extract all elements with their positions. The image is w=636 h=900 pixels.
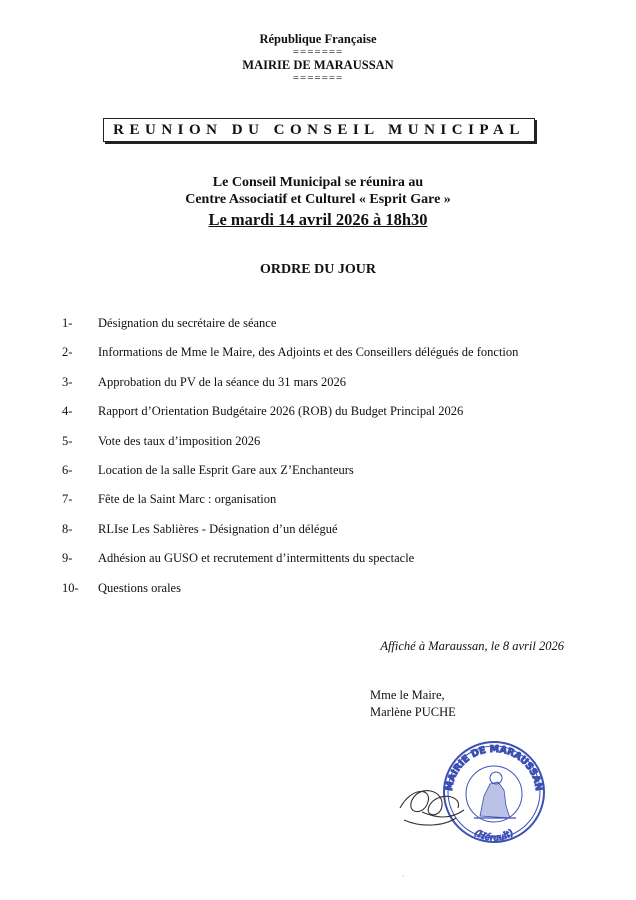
agenda-item xyxy=(0,551,636,580)
header-mairie: MAIRIE DE MARAUSSAN xyxy=(242,58,394,72)
agenda-item xyxy=(0,463,636,492)
agenda-item-text: RLIse Les Sablières - Désignation d’un délégué xyxy=(98,521,338,536)
agenda-item-text: Fête de la Saint Marc : organisation xyxy=(98,492,277,507)
agenda-item-number: 5- xyxy=(62,433,73,448)
agenda-item xyxy=(0,404,636,433)
agenda-item-text: Désignation du secrétaire de séance xyxy=(98,316,277,330)
signatory-role: Mme le Maire, xyxy=(370,688,445,702)
document-title: REUNION DU CONSEIL MUNICIPAL xyxy=(103,118,535,142)
agenda-item-number: 8- xyxy=(62,521,73,536)
official-stamp-and-signature xyxy=(392,736,552,846)
stamp-bottom-text: (Hérault) xyxy=(472,828,516,844)
agenda-item-text: Vote des taux d’imposition 2026 xyxy=(98,433,261,448)
agenda-item-number: 6- xyxy=(62,462,73,477)
agenda-item xyxy=(0,581,636,610)
scan-mark: ´ xyxy=(402,874,405,883)
agenda-item-number: 1- xyxy=(62,316,73,330)
posting-notice: Affiché à Maraussan, le 8 avril 2026 xyxy=(380,639,564,653)
stamp-top-text: MAIRIE DE MARAUSSAN xyxy=(443,743,544,792)
agenda-item-text: Informations de Mme le Maire, des Adjoints et des Conseillers délégués de fonction xyxy=(98,345,519,360)
agenda-item-number: 9- xyxy=(62,551,73,566)
agenda-title: ORDRE DU JOUR xyxy=(260,262,376,277)
agenda-list xyxy=(0,316,636,610)
agenda-item-number: 10- xyxy=(62,580,79,595)
header-separator-top: ======= xyxy=(292,46,344,58)
agenda-item xyxy=(0,375,636,404)
agenda-item xyxy=(0,345,636,374)
agenda-item-number: 7- xyxy=(62,492,73,507)
agenda-item-text: Location de la salle Esprit Gare aux Z’Enchanteurs xyxy=(98,462,354,477)
agenda-item-number: 2- xyxy=(62,345,73,360)
agenda-item-text: Adhésion au GUSO et recrutement d’intermittents du spectacle xyxy=(98,551,415,566)
signature-scribble-icon xyxy=(400,791,464,826)
agenda-item xyxy=(0,434,636,463)
agenda-item-text: Questions orales xyxy=(98,580,181,595)
signatory-name: Marlène PUCHE xyxy=(370,705,456,719)
agenda-item xyxy=(0,522,636,551)
agenda-item xyxy=(0,316,636,345)
agenda-item-text: Rapport d’Orientation Budgétaire 2026 (ROB) du Budget Principal 2026 xyxy=(98,404,464,419)
convocation-line-1: Le Conseil Municipal se réunira au xyxy=(212,175,424,190)
agenda-item xyxy=(0,492,636,521)
agenda-item-number: 3- xyxy=(62,374,73,389)
agenda-item-text: Approbation du PV de la séance du 31 mars 2026 xyxy=(98,374,346,389)
convocation-line-2: Centre Associatif et Culturel « Esprit Gare » xyxy=(185,192,451,207)
header-country: République Française xyxy=(259,32,377,46)
seal-icon xyxy=(444,742,544,844)
header-separator-bottom: ======= xyxy=(292,72,344,84)
agenda-item-number: 4- xyxy=(62,404,73,419)
meeting-date: Le mardi 14 avril 2026 à 18h30 xyxy=(208,210,428,229)
